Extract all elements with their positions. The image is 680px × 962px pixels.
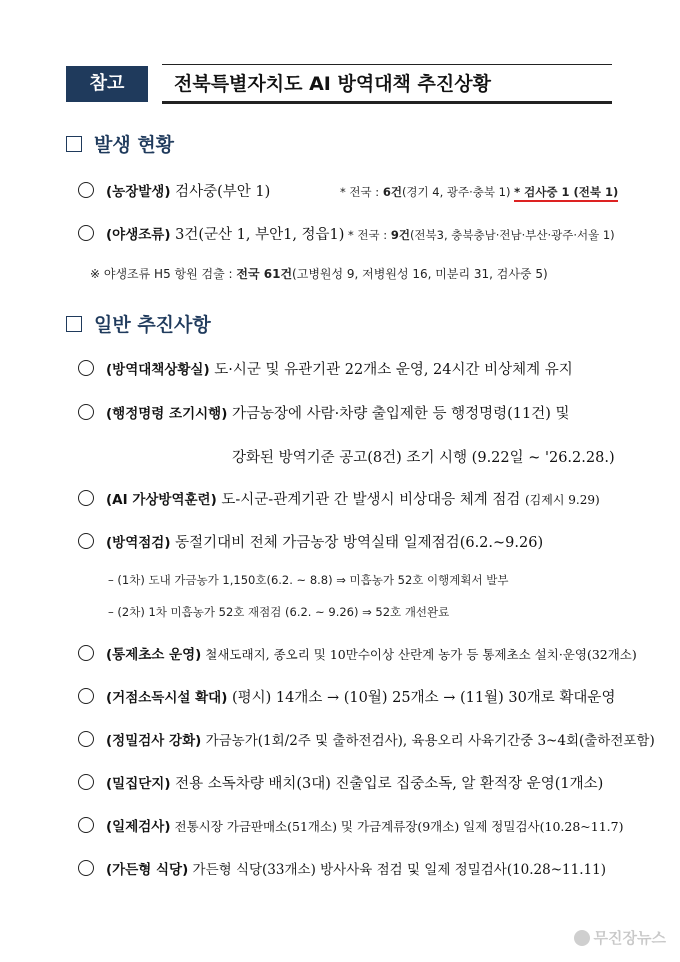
circle-bullet-icon (78, 404, 94, 420)
circle-bullet-icon (78, 182, 94, 198)
inspection-second-round: – (2차) 1차 미흡농가 52호 재점검 (6.2. ~ 9.26) ⇒ 52호 개선완료 (108, 605, 450, 619)
circle-bullet-icon (78, 774, 94, 790)
circle-bullet-icon (78, 731, 94, 747)
header (66, 64, 612, 104)
circle-bullet-icon (78, 225, 94, 241)
item-garden-restaurant: (가든형 식당) 가든형 식당(33개소) 방사사육 점검 및 일제 정밀검사(10.28~11.11) (78, 858, 606, 878)
watermark: 무진장뉴스 (574, 927, 666, 948)
section-general-actions: 일반 추진사항 (66, 310, 211, 337)
item-bulk-test: (일제검사) 전통시장 가금판매소(51개소) 및 가금계류장(9개소) 일제 정밀검사(10.28~11.7) (78, 815, 623, 835)
page-title: 전북특별자치도 AI 방역대책 추진상황 (174, 73, 491, 95)
header-rule-bottom (162, 101, 612, 104)
wild-bird-antigen-note: ※ 야생조류 H5 항원 검출 : 전국 61건(고병원성 9, 저병원성 16, 미분리 31, 검사중 5) (90, 267, 548, 281)
item-farm-outbreak: (농장발생) 검사중(부안 1) (78, 180, 270, 201)
item-precision-test: (정밀검사 강화) 가금농가(1회/2주 및 출하전검사), 육용오리 사육기간중 3~4회(출하전포함) (78, 729, 655, 749)
reference-tag: 참고 (66, 66, 148, 102)
section-outbreak-status: 발생 현황 (66, 130, 174, 157)
circle-bullet-icon (78, 645, 94, 661)
farm-outbreak-note: * 전국 : 6건(경기 4, 광주·충북 1) * 검사중 1 (전북 1) (340, 184, 618, 200)
item-checkpoint: (통제초소 운영) 철새도래지, 종오리 및 10만수이상 산란계 농가 등 통제초소 설치·운영(32개소) (78, 643, 637, 663)
item-wild-birds: (야생조류) 3건(군산 1, 부안1, 정읍1) (78, 223, 344, 244)
watermark-logo-icon (574, 930, 590, 946)
circle-bullet-icon (78, 688, 94, 704)
item-disinfection-expansion: (거점소독시설 확대) (평시) 14개소 → (10월) 25개소 → (11월) 30개로 확대운영 (78, 686, 615, 707)
wild-birds-note: * 전국 : 9건(전북3, 충북충남·전남·부산·광주·서울 1) (348, 228, 615, 242)
circle-bullet-icon (78, 817, 94, 833)
pending-test-highlight: * 검사중 1 (전북 1) (514, 185, 618, 202)
item-virtual-drill: (AI 가상방역훈련) 도-시군-관계기관 간 발생시 비상대응 체계 점검 (김제시 9.29) (78, 488, 600, 509)
checkbox-square-icon (66, 136, 82, 152)
circle-bullet-icon (78, 360, 94, 376)
item-admin-order: (행정명령 조기시행) 가금농장에 사람·차량 출입제한 등 행정명령(11건) 및 (78, 402, 570, 423)
inspection-first-round: – (1차) 도내 가금농가 1,150호(6.2. ~ 8.8) ⇒ 미흡농가 52호 이행계획서 발부 (108, 573, 509, 587)
item-dense-complex: (밀집단지) 전용 소독차량 배치(3대) 진출입로 집중소독, 알 환적장 운영(1개소) (78, 772, 603, 793)
header-rule-top (162, 64, 612, 65)
item-control-room: (방역대책상황실) 도·시군 및 유관기관 22개소 운영, 24시간 비상체계 유지 (78, 358, 573, 379)
item-inspection: (방역점검) 동절기대비 전체 가금농장 방역실태 일제점검(6.2.~9.26) (78, 531, 543, 552)
circle-bullet-icon (78, 490, 94, 506)
checkbox-square-icon (66, 316, 82, 332)
item-admin-order-cont: 강화된 방역기준 공고(8건) 조기 시행 (9.22일 ~ '26.2.28.) (232, 450, 615, 466)
circle-bullet-icon (78, 533, 94, 549)
circle-bullet-icon (78, 860, 94, 876)
